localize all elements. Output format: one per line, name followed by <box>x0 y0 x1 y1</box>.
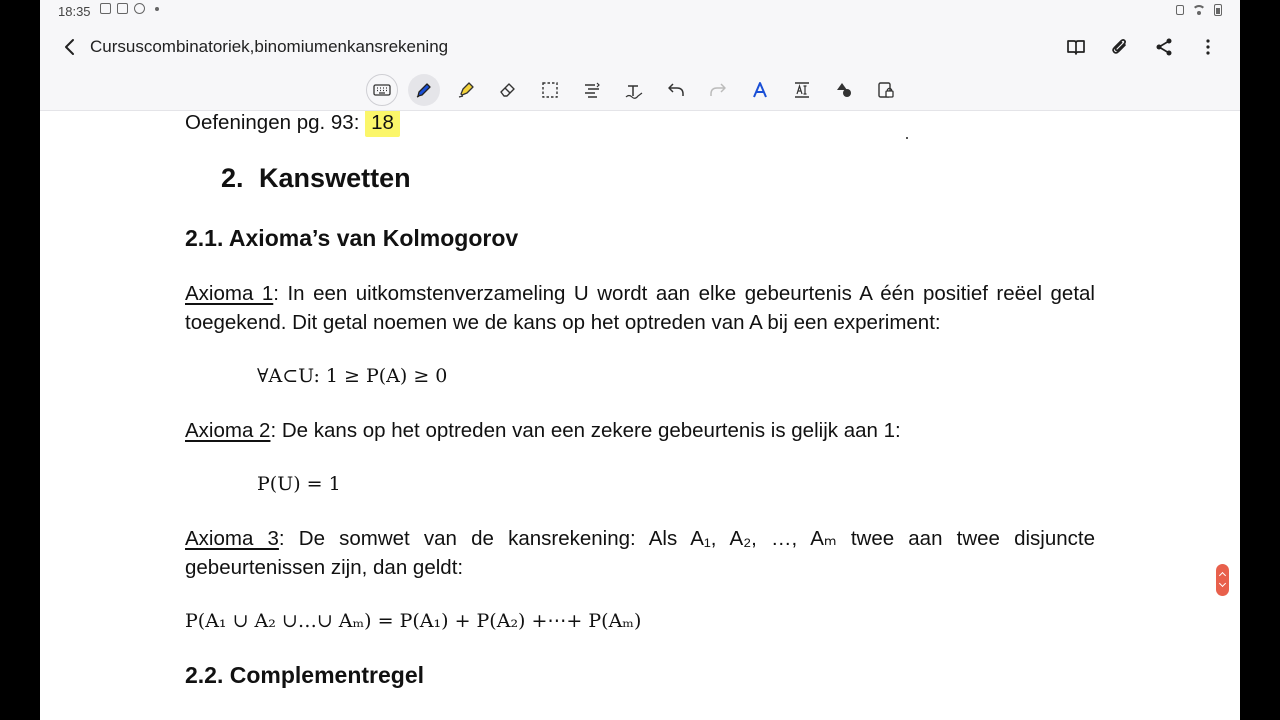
more-icon <box>1198 37 1218 57</box>
lock-status-icon <box>1176 5 1184 15</box>
blocked-icon <box>134 3 145 14</box>
drawing-toolbar <box>40 70 1240 111</box>
highlighter-tool[interactable] <box>450 74 482 106</box>
title-actions <box>1064 35 1220 59</box>
shapes-icon <box>834 80 854 100</box>
section-2-1-heading: 2.1. Axioma’s van Kolmogorov <box>185 225 519 251</box>
document-page[interactable] <box>40 111 1240 720</box>
text-align-tool[interactable] <box>576 74 608 106</box>
tool-group <box>366 74 902 106</box>
status-right-icons <box>1176 4 1222 16</box>
status-time: 18:35 <box>58 4 91 19</box>
keyboard-button[interactable] <box>366 74 398 106</box>
axiom-1-text: : In een uitkomstenverzameling U wordt aan elke gebeurtenis A één positief reëel getal toegekend. Dit getal noemen we de kans op het optreden van A bij een experiment: <box>185 282 1095 334</box>
axiom-2-paragraph <box>185 416 901 445</box>
text-style-tool[interactable] <box>744 74 776 106</box>
app-window <box>40 0 1240 720</box>
lasso-select-tool[interactable] <box>534 74 566 106</box>
screen-record-icon <box>117 3 128 14</box>
keyboard-icon <box>373 83 391 97</box>
undo-icon <box>666 80 686 100</box>
formula-axiom-3: P(A₁ ∪ A₂ ∪…∪ Aₘ) = P(A₁) + P(A₂) +⋯+ P(Aₘ) <box>185 610 642 632</box>
handwriting-text-tool[interactable] <box>618 74 650 106</box>
axiom-2-label: Axioma 2 <box>185 419 271 442</box>
axiom-1-label: Axioma 1 <box>185 282 274 305</box>
axiom-3-paragraph <box>185 524 1095 582</box>
section-2-2-heading: 2.2. Complementregel <box>185 662 425 688</box>
lock-edit-tool[interactable] <box>870 74 902 106</box>
ink-dot <box>906 137 908 139</box>
book-view-button[interactable] <box>1064 35 1088 59</box>
redo-icon <box>708 80 728 100</box>
back-button[interactable] <box>58 35 82 59</box>
back-icon <box>60 37 80 57</box>
exercise-prefix: Oefeningen pg. 93: <box>185 111 360 134</box>
insert-text-icon <box>792 80 812 100</box>
share-button[interactable] <box>1152 35 1176 59</box>
exercise-line <box>185 111 400 137</box>
text-style-icon <box>750 80 770 100</box>
axiom-1-paragraph <box>185 279 1095 337</box>
scroll-handle[interactable] <box>1216 564 1229 596</box>
attach-button[interactable] <box>1108 35 1132 59</box>
lock-edit-icon <box>876 80 896 100</box>
formula-axiom-2: P(U) = 1 <box>257 473 341 495</box>
wifi-icon <box>1192 5 1206 15</box>
screenshot-icon <box>100 3 111 14</box>
axiom-3-text: : De somwet van de kansrekening: Als A₁, A₂, …, Aₘ twee aan twee disjuncte gebeurtenissen zijn, dan geldt: <box>185 527 1095 579</box>
chapter-heading <box>221 163 411 194</box>
title-bar <box>40 24 1240 70</box>
chapter-title: Kanswetten <box>259 163 411 193</box>
chapter-number: 2. <box>221 163 244 193</box>
highlighter-icon <box>456 80 476 100</box>
pen-icon <box>414 80 434 100</box>
attach-icon <box>1110 37 1130 57</box>
lasso-select-icon <box>540 80 560 100</box>
pen-tool[interactable] <box>408 74 440 106</box>
status-left-icons <box>100 3 159 14</box>
formula-axiom-1: ∀A⊂U: 1 ≥ P(A) ≥ 0 <box>257 365 448 387</box>
share-icon <box>1154 37 1174 57</box>
redo-button[interactable] <box>702 74 734 106</box>
eraser-tool[interactable] <box>492 74 524 106</box>
notification-dot-icon <box>155 7 159 11</box>
handwriting-text-icon <box>624 80 644 100</box>
undo-button[interactable] <box>660 74 692 106</box>
insert-text-tool[interactable] <box>786 74 818 106</box>
book-icon <box>1066 37 1086 57</box>
status-bar <box>40 0 1240 24</box>
axiom-3-label: Axioma 3 <box>185 527 279 550</box>
axiom-2-text: : De kans op het optreden van een zekere gebeurtenis is gelijk aan 1: <box>270 419 901 442</box>
shapes-tool[interactable] <box>828 74 860 106</box>
battery-icon <box>1214 4 1222 16</box>
text-align-icon <box>582 80 602 100</box>
more-options-button[interactable] <box>1196 35 1220 59</box>
eraser-icon <box>498 80 518 100</box>
highlighted-exercise-number: 18 <box>365 111 400 137</box>
document-title: Cursuscombinatoriek,binomiumenkansrekening <box>90 37 449 56</box>
